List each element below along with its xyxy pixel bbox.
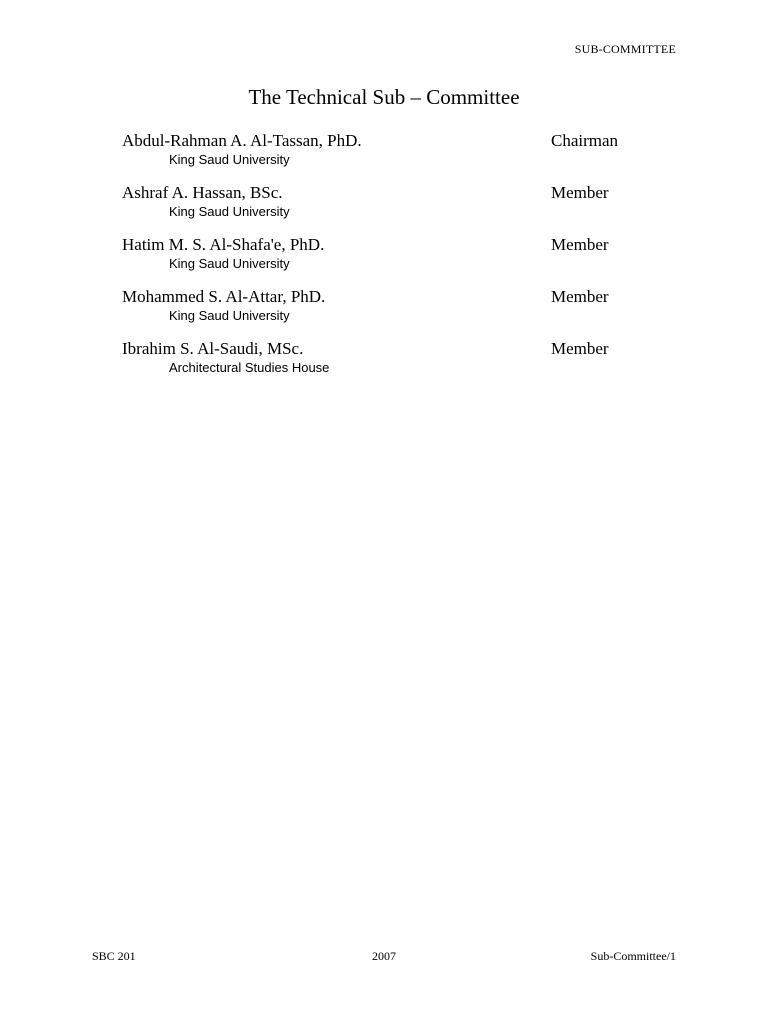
member-entry [122,235,642,287]
running-header: SUB-COMMITTEE [574,42,676,56]
member-name: Mohammed S. Al-Attar, PhD. [122,287,326,306]
member-name: Hatim M. S. Al-Shafa'e, PhD. [122,235,325,254]
member-affiliation: Architectural Studies House [169,360,330,375]
footer-page-number: Sub-Committee/1 [590,949,676,963]
member-entry [122,183,642,235]
member-entry [122,287,642,339]
member-role: Member [551,339,609,358]
member-role: Member [551,183,609,202]
member-affiliation: King Saud University [169,152,290,167]
member-affiliation: King Saud University [169,308,290,323]
member-entry [122,131,642,183]
footer-year: 2007 [372,949,396,963]
member-role: Member [551,287,609,306]
member-name: Ashraf A. Hassan, BSc. [122,183,283,202]
member-name: Abdul-Rahman A. Al-Tassan, PhD. [122,131,362,150]
committee-member-list [122,131,642,391]
member-affiliation: King Saud University [169,256,290,271]
member-role: Member [551,235,609,254]
footer-code: SBC 201 [92,949,136,963]
page-title: The Technical Sub – Committee [248,85,520,109]
member-affiliation: King Saud University [169,204,290,219]
member-role: Chairman [551,131,619,150]
member-name: Ibrahim S. Al-Saudi, MSc. [122,339,304,358]
member-entry [122,339,642,391]
